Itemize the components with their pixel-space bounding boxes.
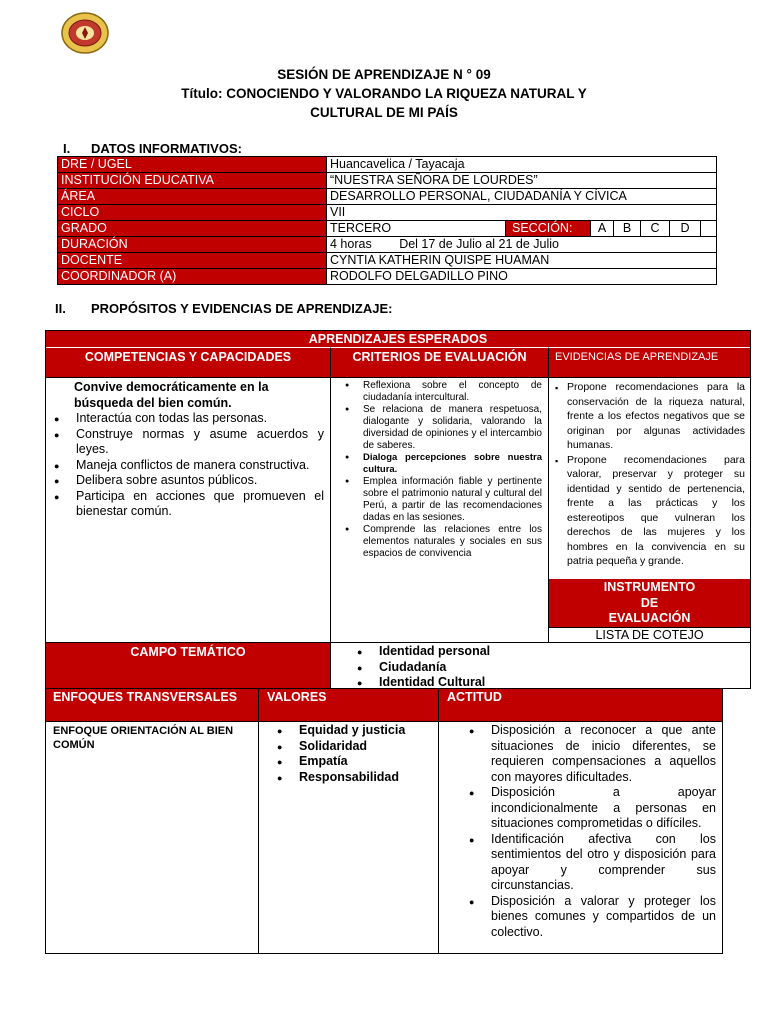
info-label: COORDINADOR (A) [58,269,327,285]
expected-learning-header: APRENDIZAJES ESPERADOS [46,331,750,347]
enfoques-table [45,688,723,954]
actitud-cell [438,721,722,953]
campo-list [353,644,750,691]
section-option: B [613,221,640,236]
list-item: ● Maneja conflictos de manera constructiva. [50,458,324,474]
info-label: DURACIÓN [58,237,327,253]
info-value: Huancavelica / Tayacaja [327,157,717,173]
list-item: ● Disposición a apoyar incondicionalmente a personas en situaciones comprometidas o difíciles. [465,785,716,832]
valores-cell [258,721,438,953]
actitudes-list [465,723,716,940]
list-item: ● Disposición a reconocer a que ante situaciones de inicio diferentes, se requieren compensaciones a aquellos con mayores dificultades. [465,723,716,785]
info-label: GRADO [58,221,327,237]
info-label: INSTITUCIÓN EDUCATIVA [58,173,327,189]
instrumento-value: LISTA DE COTEJO [548,627,750,642]
info-value: VII [327,205,717,221]
info-value: RODOLFO DELGADILLO PINO [327,269,717,285]
section-2-heading: PROPÓSITOS Y EVIDENCIAS DE APRENDIZAJE: [91,301,393,316]
info-row [58,205,717,221]
list-item: ● Identidad personal [353,644,750,660]
list-item: ● Delibera sobre asuntos públicos. [50,473,324,489]
info-label: ÁREA [58,189,327,205]
instrumento-header [548,579,750,627]
info-table [57,156,717,285]
list-item: ● Reflexiona sobre el concepto de ciudadanía intercultural. [339,380,542,404]
title-line-1: Título: CONOCIENDO Y VALORANDO LA RIQUEZA NATURAL Y [181,86,587,101]
info-row [58,157,717,173]
info-value: 4 horas [330,237,372,251]
info-row [58,253,717,269]
competencias-cell [46,377,330,642]
competencias-header: COMPETENCIAS Y CAPACIDADES [46,347,330,377]
competencia-title: Convive democráticamente en la búsqueda del bien común. [74,380,269,410]
capacidades-list [50,411,324,520]
valores-list [273,723,438,785]
info-value: DESARROLLO PERSONAL, CIUDADANÍA Y CÍVICA [327,189,717,205]
campo-tematico-cell [330,642,750,688]
info-row [58,237,717,253]
info-value: TERCERO [327,221,506,237]
info-row [58,221,717,237]
list-item: ▪ Propone recomendaciones para la conservación de la riqueza natural, frente a los efectos negativos que se originan por algunas actividades humanas. [551,380,745,453]
list-item: ● Emplea información fiable y pertinente sobre el patrimonio natural y cultural del Perú, a partir de las recomendaciones dadas en las sesiones. [339,476,542,524]
criterios-list [339,380,542,560]
evidencias-list [551,380,745,569]
list-item: ● Empatía [273,754,438,770]
list-item: ● Se relaciona de manera respetuosa, dialogante y solidaria, valorando la diversidad de opiniones y el intercambio de saberes. [339,404,542,452]
list-item: ● Interactúa con todas las personas. [50,411,324,427]
list-item: ● Equidad y justicia [273,723,438,739]
list-item: ● Comprende las relaciones entre los elementos naturales y sociales en sus espacios de convivencia [339,524,542,560]
list-item: ● Ciudadanía [353,660,750,676]
list-item: ● Dialoga percepciones sobre nuestra cultura. [339,452,542,476]
section-option: A [590,221,613,236]
actitud-header: ACTITUD [438,689,722,721]
info-value: CYNTIA KATHERIN QUISPE HUAMAN [327,253,717,269]
valores-header: VALORES [258,689,438,721]
evidencias-cell [548,377,750,579]
info-label: CICLO [58,205,327,221]
learning-table [45,330,751,689]
criterios-header: CRITERIOS DE EVALUACIÓN [330,347,548,377]
info-value: “NUESTRA SEÑORA DE LOURDES” [327,173,717,189]
section-option: D [669,221,701,236]
list-item: ● Responsabilidad [273,770,438,786]
info-row [58,173,717,189]
list-item: ● Construye normas y asume acuerdos y leyes. [50,427,324,458]
instrumento-line: DE [640,595,659,610]
date-range: Del 17 de Julio al 21 de Julio [399,237,560,251]
section-1-number: I. [63,141,71,156]
section-label: SECCIÓN: [506,221,590,236]
instrumento-line: INSTRUMENTO [603,580,696,594]
list-item: ● Solidaridad [273,739,438,755]
list-item: ● Identidad Cultural [353,675,750,691]
list-item: ▪ Propone recomendaciones para valorar, preservar y proteger su identidad y sentido de pertenencia, frente a las prácticas y los estereotipos que vulneran los derechos de las mujeres y los hombres en la convivencia en su patria pequeña y grande. [551,453,745,569]
session-title: SESIÓN DE APRENDIZAJE N ° 09 [277,67,491,82]
title-line-2: CULTURAL DE MI PAÍS [310,105,458,120]
list-item: ● Participa en acciones que promueven el bienestar común. [50,489,324,520]
enfoque-cell: ENFOQUE ORIENTACIÓN AL BIEN COMÚN [46,721,258,953]
section-option: C [640,221,669,236]
campo-tematico-label: CAMPO TEMÁTICO [46,642,330,688]
instrumento-line: EVALUACIÓN [608,611,691,625]
list-item: ● Disposición a valorar y proteger los bienes comunes y compartidos de un colectivo. [465,894,716,941]
evidencias-header: EVIDENCIAS DE APRENDIZAJE [548,347,750,377]
info-row [58,189,717,205]
enfoques-header: ENFOQUES TRANSVERSALES [46,689,258,721]
criterios-cell [330,377,548,642]
section-1-heading: DATOS INFORMATIVOS: [91,141,242,156]
info-row [58,269,717,285]
school-seal-logo [60,10,110,56]
info-label: DRE / UGEL [58,157,327,173]
info-label: DOCENTE [58,253,327,269]
section-2-number: II. [55,301,66,316]
list-item: ● Identificación afectiva con los sentimientos del otro y disposición para apoyar y comprender sus circunstancias. [465,832,716,894]
